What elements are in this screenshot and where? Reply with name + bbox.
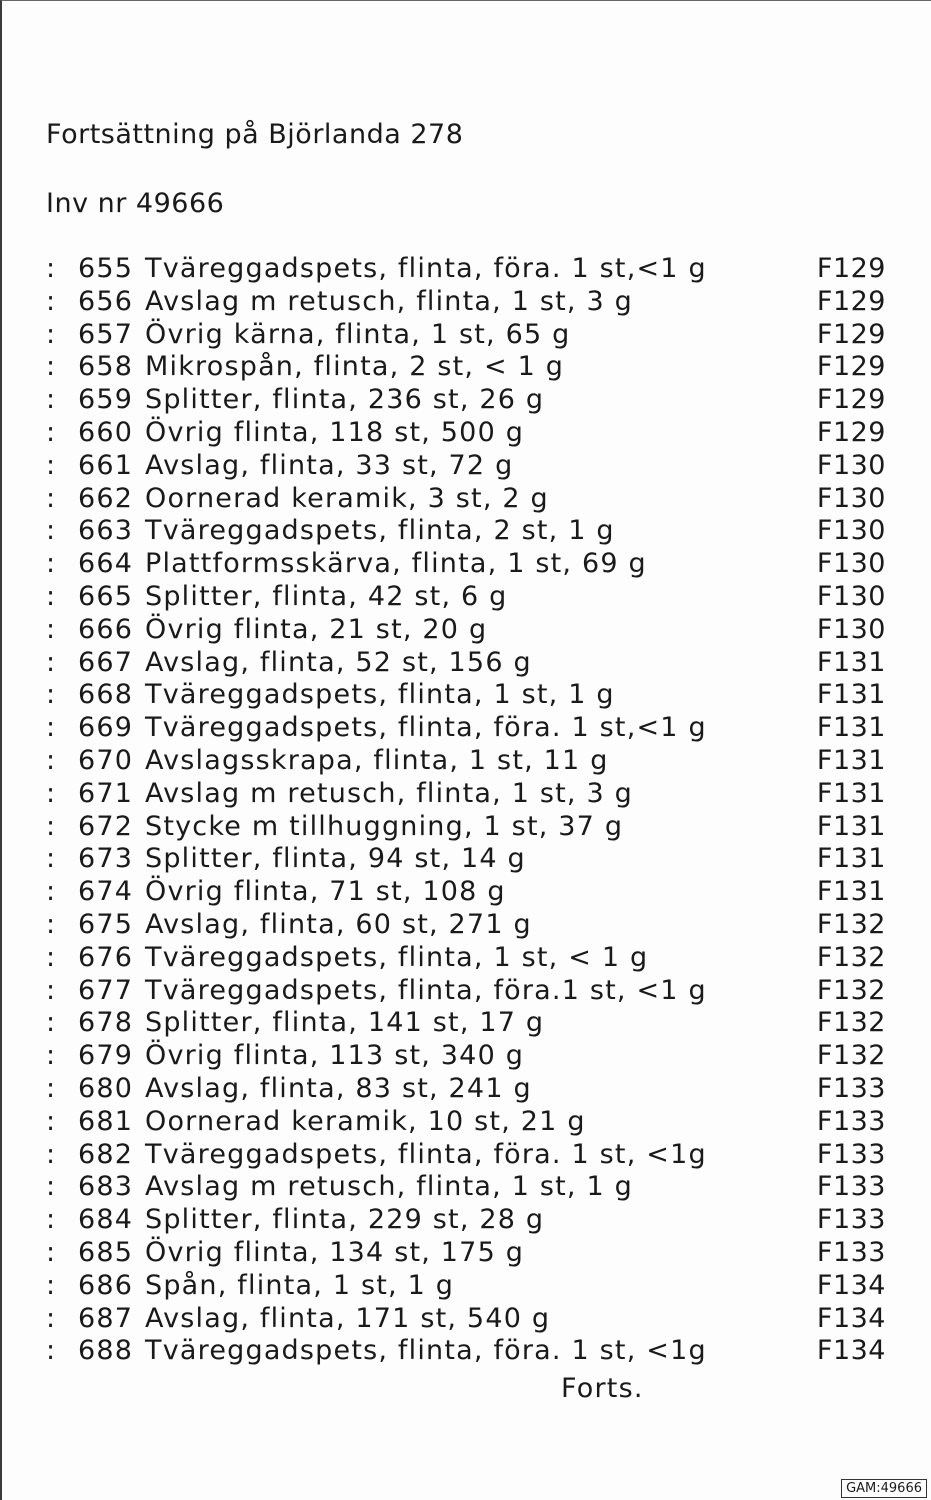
item-code: F130: [816, 613, 886, 645]
inventory-number: Inv nr 49666: [46, 188, 225, 219]
item-colon: :: [46, 679, 57, 711]
item-code: F133: [816, 1171, 886, 1203]
list-item: [46, 1007, 896, 1040]
item-colon: :: [46, 1204, 57, 1236]
item-number: 676: [78, 941, 134, 973]
list-item: [46, 1139, 896, 1172]
item-colon: :: [46, 318, 57, 350]
list-item: [46, 942, 896, 975]
list-item: [46, 745, 896, 778]
list-item: [46, 1171, 896, 1204]
item-colon: :: [46, 416, 57, 448]
item-colon: :: [46, 1072, 57, 1104]
item-number: 655: [78, 253, 134, 284]
item-code: F131: [816, 810, 886, 842]
list-item: [46, 1073, 896, 1106]
item-code: F133: [816, 1072, 886, 1104]
item-number: 679: [78, 1040, 134, 1072]
item-code: F131: [816, 744, 886, 776]
item-description: Övrig flinta, 134 st, 175 g: [145, 1236, 525, 1268]
list-item: [46, 581, 896, 614]
item-number: 678: [78, 1007, 134, 1039]
item-number: 686: [78, 1269, 134, 1301]
item-description: Övrig flinta, 71 st, 108 g: [145, 876, 506, 908]
list-item: [46, 1270, 896, 1303]
item-code: F129: [816, 384, 886, 416]
item-description: Splitter, flinta, 42 st, 6 g: [145, 580, 508, 612]
item-colon: :: [46, 482, 57, 514]
item-colon: :: [46, 810, 57, 842]
item-description: Övrig flinta, 21 st, 20 g: [145, 613, 488, 645]
item-colon: :: [46, 1040, 57, 1072]
item-colon: :: [46, 941, 57, 973]
item-description: Tväreggadspets, flinta, föra. 1 st, <1g: [145, 1335, 707, 1367]
list-item: [46, 515, 896, 548]
item-code: F130: [816, 580, 886, 612]
item-code: F133: [816, 1236, 886, 1268]
item-code: F134: [816, 1335, 886, 1367]
item-description: Avslag, flinta, 60 st, 271 g: [145, 908, 532, 940]
item-number: 665: [78, 580, 134, 612]
item-description: Splitter, flinta, 236 st, 26 g: [145, 384, 545, 416]
item-code: F133: [816, 1204, 886, 1236]
continued-note: Forts.: [561, 1373, 644, 1404]
item-code: F132: [816, 941, 886, 973]
item-code: F129: [816, 318, 886, 350]
item-number: 664: [78, 548, 134, 580]
item-list: [46, 253, 896, 1368]
item-colon: :: [46, 1138, 57, 1170]
item-number: 663: [78, 515, 134, 547]
item-colon: :: [46, 580, 57, 612]
item-number: 668: [78, 679, 134, 711]
item-description: Mikrospån, flinta, 2 st, < 1 g: [145, 351, 565, 383]
list-item: [46, 975, 896, 1008]
item-colon: :: [46, 1105, 57, 1137]
item-code: F131: [816, 777, 886, 809]
item-description: Tväreggadspets, flinta, föra. 1 st, <1g: [145, 1138, 707, 1170]
item-colon: :: [46, 384, 57, 416]
item-number: 688: [78, 1335, 134, 1367]
item-description: Tväreggadspets, flinta, föra. 1 st,<1 g: [145, 253, 707, 284]
item-code: F132: [816, 974, 886, 1006]
list-item: [46, 679, 896, 712]
item-description: Tväreggadspets, flinta, 1 st, < 1 g: [145, 941, 649, 973]
item-description: Tväreggadspets, flinta, 1 st, 1 g: [145, 679, 615, 711]
item-description: Avslag m retusch, flinta, 1 st, 1 g: [145, 1171, 633, 1203]
item-description: Avslag, flinta, 171 st, 540 g: [145, 1302, 551, 1334]
item-code: F129: [816, 285, 886, 317]
item-code: F133: [816, 1105, 886, 1137]
item-code: F130: [816, 482, 886, 514]
item-code: F134: [816, 1302, 886, 1334]
item-description: Splitter, flinta, 94 st, 14 g: [145, 843, 526, 875]
list-item: [46, 1040, 896, 1073]
card-title: Fortsättning på Björlanda 278: [46, 119, 464, 150]
list-item: [46, 417, 896, 450]
item-description: Oornerad keramik, 10 st, 21 g: [145, 1105, 586, 1137]
item-description: Spån, flinta, 1 st, 1 g: [145, 1269, 455, 1301]
list-item: [46, 876, 896, 909]
item-colon: :: [46, 777, 57, 809]
item-description: Avslagsskrapa, flinta, 1 st, 11 g: [145, 744, 609, 776]
item-number: 657: [78, 318, 134, 350]
list-item: [46, 548, 896, 581]
item-code: F130: [816, 548, 886, 580]
list-item: [46, 384, 896, 417]
item-number: 658: [78, 351, 134, 383]
item-code: F133: [816, 1138, 886, 1170]
item-colon: :: [46, 1335, 57, 1367]
item-description: Avslag, flinta, 83 st, 241 g: [145, 1072, 532, 1104]
item-colon: :: [46, 285, 57, 317]
list-item: [46, 647, 896, 680]
item-colon: :: [46, 449, 57, 481]
item-colon: :: [46, 744, 57, 776]
list-item: [46, 1237, 896, 1270]
item-colon: :: [46, 646, 57, 678]
item-number: 675: [78, 908, 134, 940]
item-code: F131: [816, 876, 886, 908]
item-description: Avslag m retusch, flinta, 1 st, 3 g: [145, 777, 633, 809]
item-number: 667: [78, 646, 134, 678]
item-description: Avslag m retusch, flinta, 1 st, 3 g: [145, 285, 633, 317]
item-description: Tväreggadspets, flinta, föra. 1 st,<1 g: [145, 712, 707, 744]
item-number: 656: [78, 285, 134, 317]
list-item: [46, 286, 896, 319]
item-description: Plattformsskärva, flinta, 1 st, 69 g: [145, 548, 647, 580]
item-number: 672: [78, 810, 134, 842]
item-code: F131: [816, 843, 886, 875]
item-code: F130: [816, 449, 886, 481]
list-item: [46, 1335, 896, 1368]
item-description: Övrig flinta, 118 st, 500 g: [145, 416, 525, 448]
item-code: F132: [816, 1007, 886, 1039]
archive-stamp: GAM:49666: [841, 1479, 927, 1498]
list-item: [46, 778, 896, 811]
item-colon: :: [46, 1236, 57, 1268]
list-item: [46, 483, 896, 516]
item-number: 680: [78, 1072, 134, 1104]
item-description: Oornerad keramik, 3 st, 2 g: [145, 482, 549, 514]
item-number: 681: [78, 1105, 134, 1137]
item-number: 669: [78, 712, 134, 744]
item-description: Tväreggadspets, flinta, 2 st, 1 g: [145, 515, 615, 547]
item-colon: :: [46, 974, 57, 1006]
item-number: 682: [78, 1138, 134, 1170]
list-item: [46, 811, 896, 844]
item-number: 660: [78, 416, 134, 448]
item-code: F131: [816, 646, 886, 678]
item-code: F129: [816, 351, 886, 383]
list-item: [46, 843, 896, 876]
item-description: Splitter, flinta, 141 st, 17 g: [145, 1007, 545, 1039]
list-item: [46, 450, 896, 483]
item-description: Avslag, flinta, 33 st, 72 g: [145, 449, 514, 481]
item-colon: :: [46, 712, 57, 744]
item-number: 662: [78, 482, 134, 514]
item-description: Övrig flinta, 113 st, 340 g: [145, 1040, 525, 1072]
item-colon: :: [46, 1171, 57, 1203]
item-description: Splitter, flinta, 229 st, 28 g: [145, 1204, 545, 1236]
item-number: 666: [78, 613, 134, 645]
list-item: [46, 614, 896, 647]
item-number: 659: [78, 384, 134, 416]
item-number: 674: [78, 876, 134, 908]
item-colon: :: [46, 908, 57, 940]
item-number: 670: [78, 744, 134, 776]
item-code: F132: [816, 1040, 886, 1072]
item-code: F129: [816, 416, 886, 448]
item-colon: :: [46, 351, 57, 383]
list-item: [46, 1204, 896, 1237]
item-colon: :: [46, 843, 57, 875]
list-item: [46, 1303, 896, 1336]
item-code: F134: [816, 1269, 886, 1301]
item-code: F130: [816, 515, 886, 547]
item-number: 673: [78, 843, 134, 875]
item-colon: :: [46, 253, 57, 284]
item-number: 677: [78, 974, 134, 1006]
item-number: 684: [78, 1204, 134, 1236]
item-number: 671: [78, 777, 134, 809]
item-code: F129: [816, 253, 886, 284]
list-item: [46, 351, 896, 384]
list-item: [46, 253, 896, 286]
list-item: [46, 909, 896, 942]
item-description: Avslag, flinta, 52 st, 156 g: [145, 646, 532, 678]
item-description: Övrig kärna, flinta, 1 st, 65 g: [145, 318, 571, 350]
list-item: [46, 712, 896, 745]
item-colon: :: [46, 1007, 57, 1039]
item-colon: :: [46, 1302, 57, 1334]
item-colon: :: [46, 515, 57, 547]
item-description: Stycke m tillhuggning, 1 st, 37 g: [145, 810, 624, 842]
item-number: 687: [78, 1302, 134, 1334]
item-colon: :: [46, 548, 57, 580]
item-code: F132: [816, 908, 886, 940]
list-item: [46, 1106, 896, 1139]
item-colon: :: [46, 876, 57, 908]
item-code: F131: [816, 712, 886, 744]
list-item: [46, 319, 896, 352]
item-colon: :: [46, 613, 57, 645]
item-number: 661: [78, 449, 134, 481]
item-colon: :: [46, 1269, 57, 1301]
item-number: 685: [78, 1236, 134, 1268]
item-code: F131: [816, 679, 886, 711]
item-description: Tväreggadspets, flinta, föra.1 st, <1 g: [145, 974, 707, 1006]
item-number: 683: [78, 1171, 134, 1203]
